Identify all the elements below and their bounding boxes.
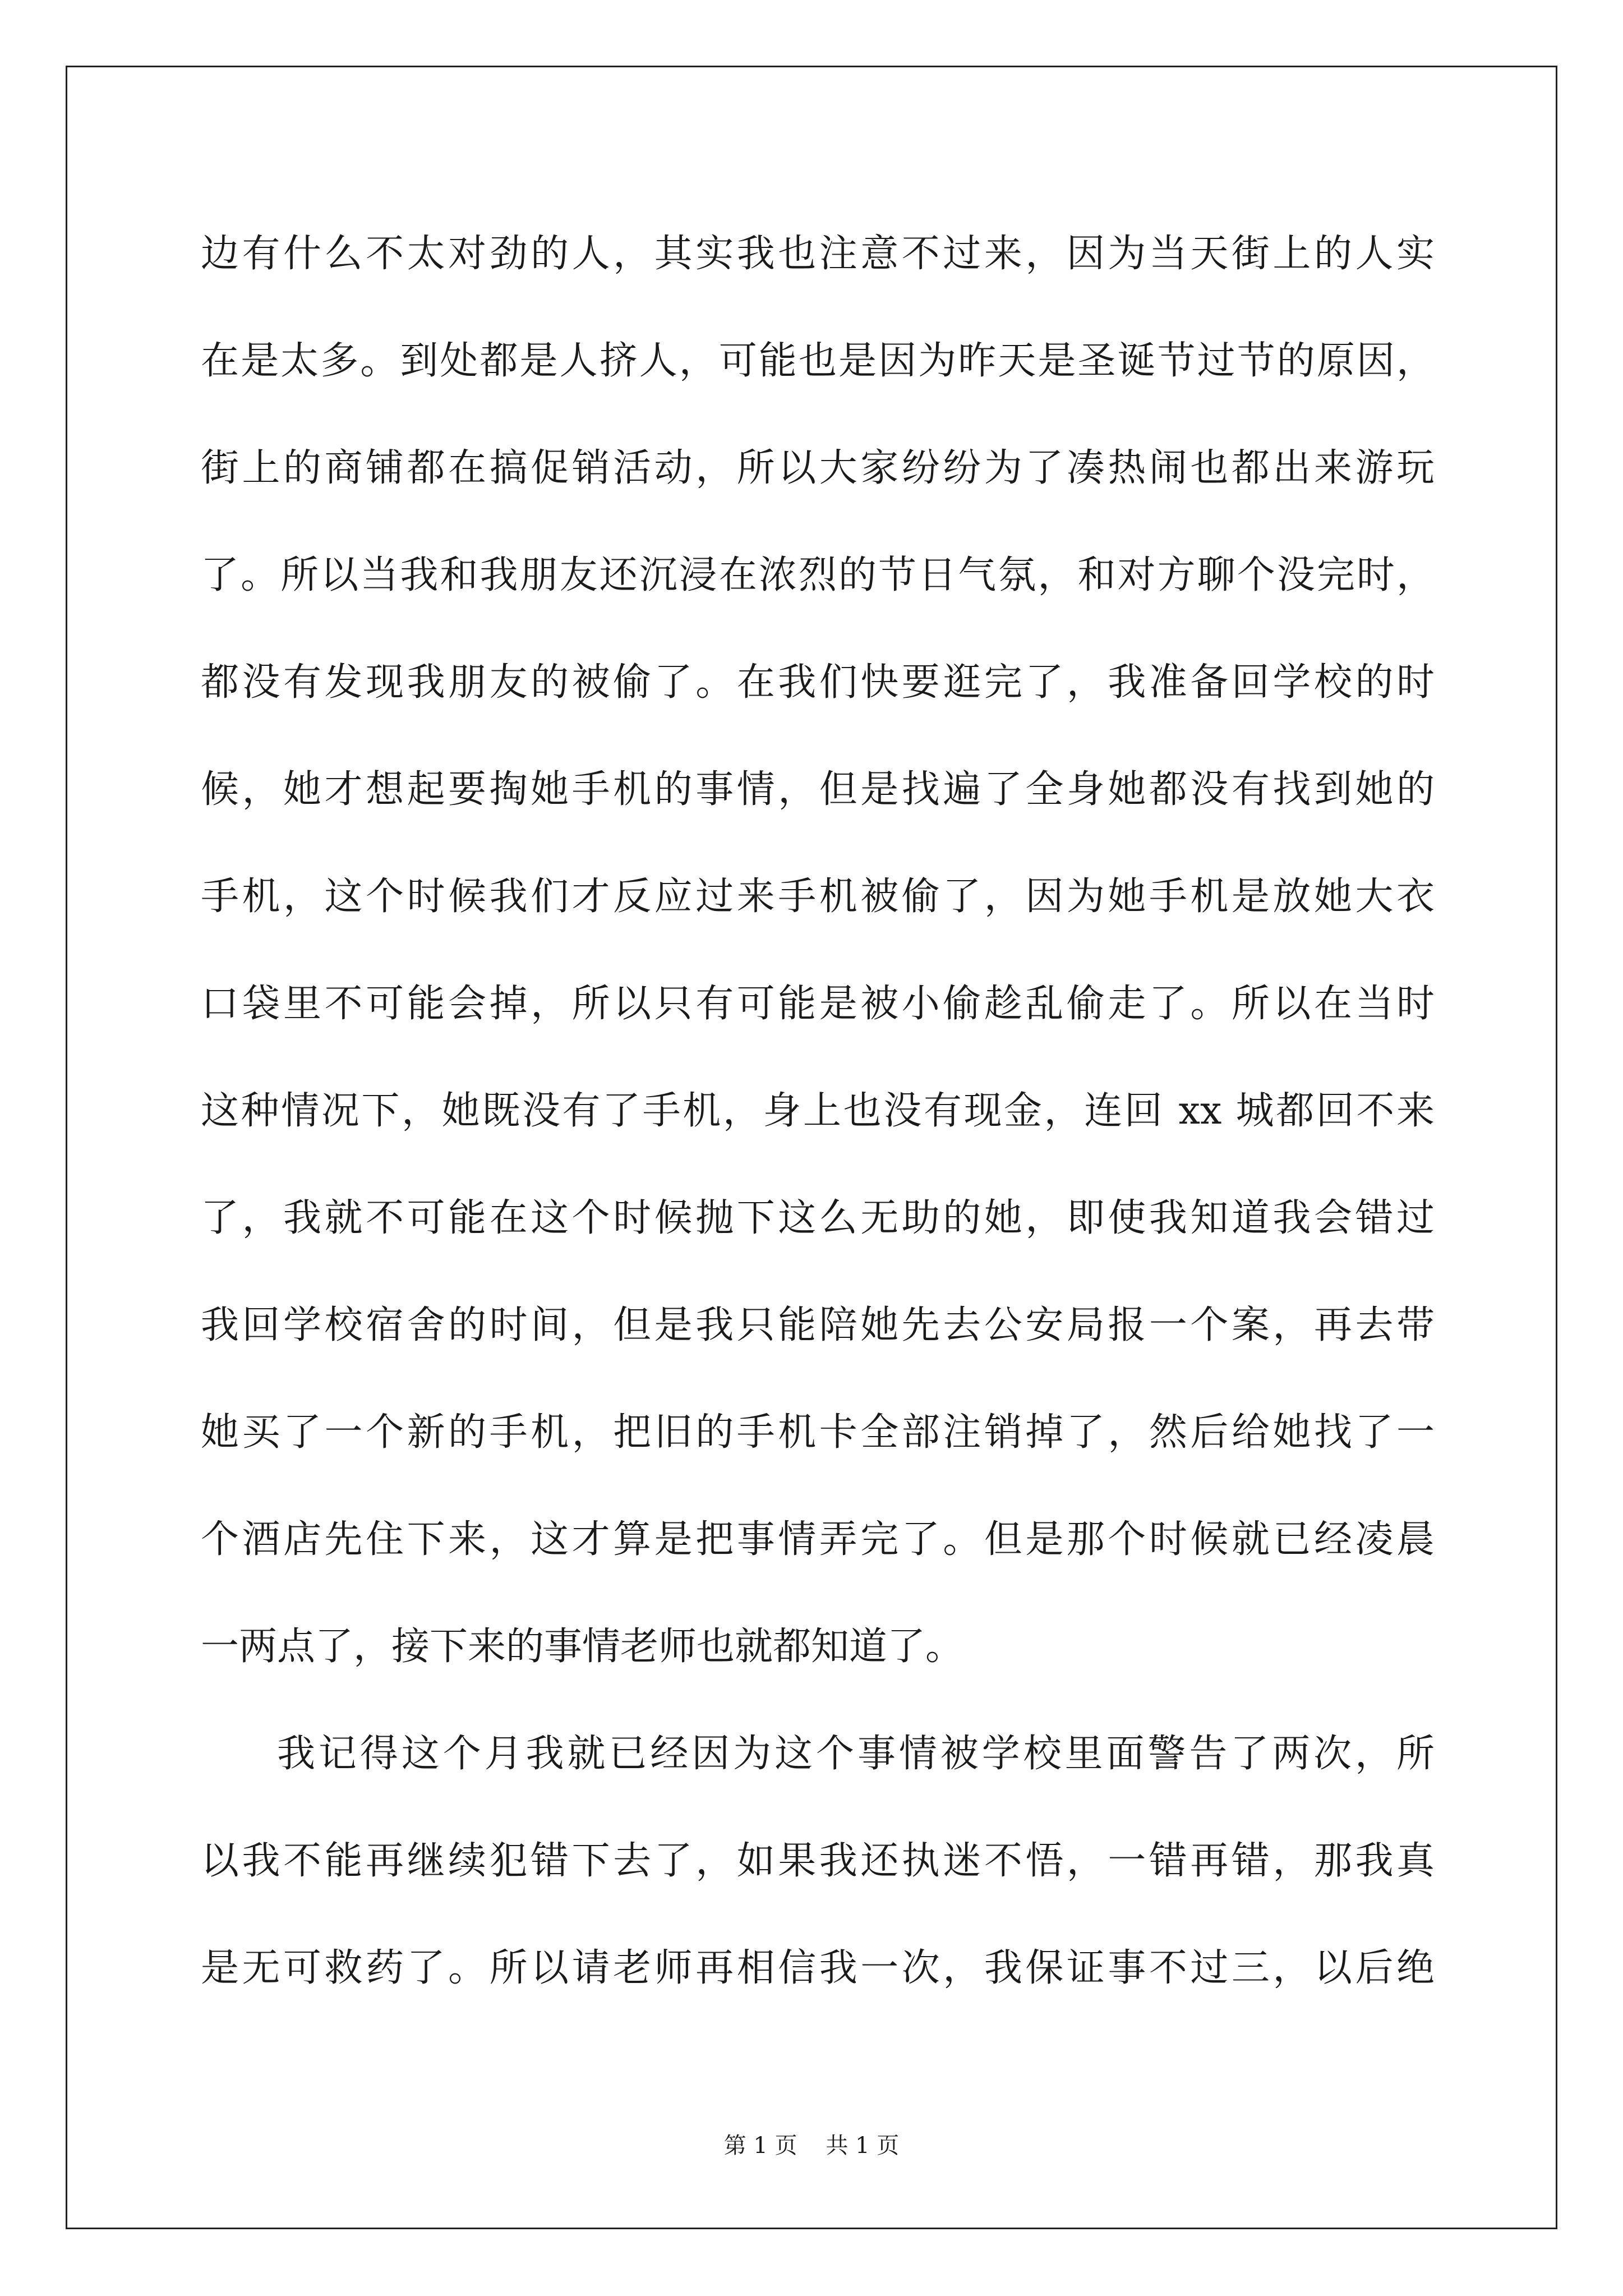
text-line: 以我不能再继续犯错下去了，如果我还执迷不悟，一错再错，那我真 xyxy=(201,1839,1435,1883)
text-line: 我回学校宿舍的时间，但是我只能陪她先去公安局报一个案，再去带 xyxy=(201,1303,1435,1347)
text-line: 个酒店先住下来，这才算是把事情弄完了。但是那个时候就已经凌晨 xyxy=(201,1517,1435,1562)
text-line: 口袋里不可能会掉，所以只有可能是被小偷趁乱偷走了。所以在当时 xyxy=(201,982,1435,1026)
page-number-footer: 第 1 页 共 1 页 xyxy=(723,2133,900,2159)
text-line: 这种情况下，她既没有了手机，身上也没有现金，连回 xx 城都回不来 xyxy=(201,1089,1435,1133)
text-line: 街上的商铺都在搞促销活动，所以大家纷纷为了凑热闹也都出来游玩 xyxy=(201,446,1435,490)
text-line: 都没有发现我朋友的被偷了。在我们快要逛完了，我准备回学校的时 xyxy=(201,660,1435,705)
text-line: 一两点了，接下来的事情老师也就都知道了。 xyxy=(201,1625,964,1669)
text-line: 了，我就不可能在这个时候抛下这么无助的她，即使我知道我会错过 xyxy=(201,1196,1435,1240)
text-line: 是无可救药了。所以请老师再相信我一次，我保证事不过三，以后绝 xyxy=(201,1946,1435,1990)
text-line: 候，她才想起要掏她手机的事情，但是找遍了全身她都没有找到她的 xyxy=(201,767,1435,812)
document-body xyxy=(201,200,1435,2022)
text-line: 我记得这个月我就已经因为这个事情被学校里面警告了两次，所 xyxy=(277,1732,1435,1776)
text-line: 了。所以当我和我朋友还沉浸在浓烈的节日气氛，和对方聊个没完时， xyxy=(201,553,1435,597)
text-line: 边有什么不太对劲的人，其实我也注意不过来，因为当天街上的人实 xyxy=(201,232,1435,276)
text-line: 在是太多。到处都是人挤人，可能也是因为昨天是圣诞节过节的原因， xyxy=(201,339,1435,383)
text-line: 手机，这个时候我们才反应过来手机被偷了，因为她手机是放她大衣 xyxy=(201,875,1435,919)
text-line: 她买了一个新的手机，把旧的手机卡全部注销掉了，然后给她找了一 xyxy=(201,1410,1435,1455)
